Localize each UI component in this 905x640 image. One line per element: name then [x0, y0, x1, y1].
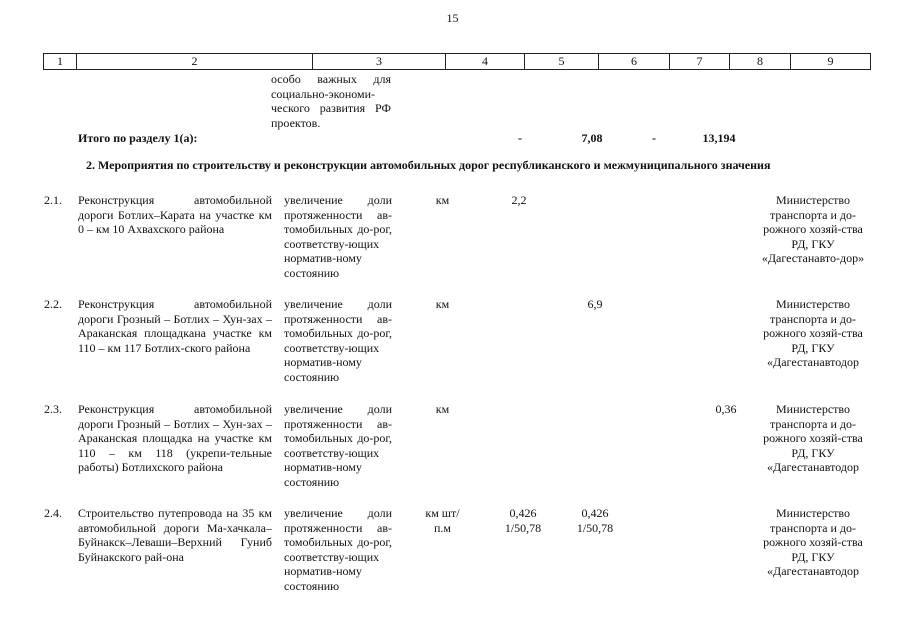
header-col-5: 5 [524, 54, 598, 69]
row-executor: Министерство транспорта и до-рожного хозяй-ства РД, ГКУ «Дагестанавтодор [763, 402, 863, 475]
row-unit: км шт/п.м [425, 506, 460, 535]
header-col-4: 4 [445, 54, 524, 69]
row-indicator: увеличение доли протяженности ав-томобильных до-рог, соответству-ющих норматив-ному состоянию [284, 402, 392, 489]
header-col-8: 8 [729, 54, 790, 69]
subtotal-col7: - [652, 131, 656, 145]
row-col5: 0,426 1/50,78 [504, 506, 542, 535]
header-col-7: 7 [669, 54, 729, 69]
row-name: Реконструкция автомобильной дороги Ботлих–Карата на участке км 0 – км 10 Ахвахского района [78, 193, 272, 237]
header-col-3: 3 [312, 54, 445, 69]
row-name: Реконструкция автомобильной дороги Грозный – Ботлих – Хун-зах – Араканская площадка на участке км 110 – км 118 (укрепи-тельные работы) Ботлихского района [78, 402, 272, 475]
row-name: Строительство путепровода на 35 км автомобильной дороги Ма-хачкала–Буйнакск–Леваши–Верхний Гуниб Буйнакского рай-она [78, 506, 272, 564]
row-number: 2.2. [44, 297, 62, 311]
row-executor: Министерство транспорта и до-рожного хозяй-ства РД, ГКУ «Дагестанавто-дор» [761, 193, 865, 266]
row-unit: км [435, 297, 450, 311]
row-number: 2.3. [44, 402, 62, 416]
row-col6: 6,9 [587, 297, 603, 311]
row-col5: 2,2 [511, 193, 527, 207]
row-executor: Министерство транспорта и до-рожного хозяй-ства РД, ГКУ «Дагестанавтодор [763, 297, 863, 370]
row-name: Реконструкция автомобильной дороги Грозный – Ботлих – Хун-зах – Араканская площадкана участке км 110 – км 117 Ботлих-ского района [78, 297, 272, 355]
row-unit: км [435, 402, 450, 416]
row-indicator: увеличение доли протяженности ав-томобильных до-рог, соответству-ющих норматив-ному состоянию [284, 506, 392, 593]
page-number: 15 [446, 11, 459, 25]
row-executor: Министерство транспорта и до-рожного хозяй-ства РД, ГКУ «Дагестанавтодор [763, 506, 863, 579]
header-col-6: 6 [598, 54, 669, 69]
table-header [43, 53, 871, 70]
header-col-2: 2 [76, 54, 312, 69]
header-col-1: 1 [43, 54, 76, 69]
row-col8: 0,36 [715, 402, 737, 416]
header-col-9: 9 [790, 54, 871, 69]
row-indicator: увеличение доли протяженности ав-томобильных до-рог, соответству-ющих норматив-ному состоянию [284, 297, 392, 384]
subtotal-col5: - [518, 131, 522, 145]
row-number: 2.1. [44, 193, 62, 207]
row-col6: 0,426 1/50,78 [576, 506, 614, 535]
subtotal-col8: 13,194 [702, 131, 736, 145]
continuation-text: особо важных для социально-экономи-ческого развития РФ проектов. [271, 72, 391, 130]
subtotal-label: Итого по разделу 1(а): [78, 131, 198, 145]
subtotal-col6: 7,08 [581, 131, 603, 145]
row-unit: км [435, 193, 450, 207]
row-indicator: увеличение доли протяженности ав-томобильных до-рог, соответству-ющих норматив-ному состоянию [284, 193, 392, 280]
section-title: 2. Мероприятия по строительству и реконструкции автомобильных дорог республиканского и межмуниципального значения [86, 158, 771, 172]
row-number: 2.4. [44, 506, 62, 520]
